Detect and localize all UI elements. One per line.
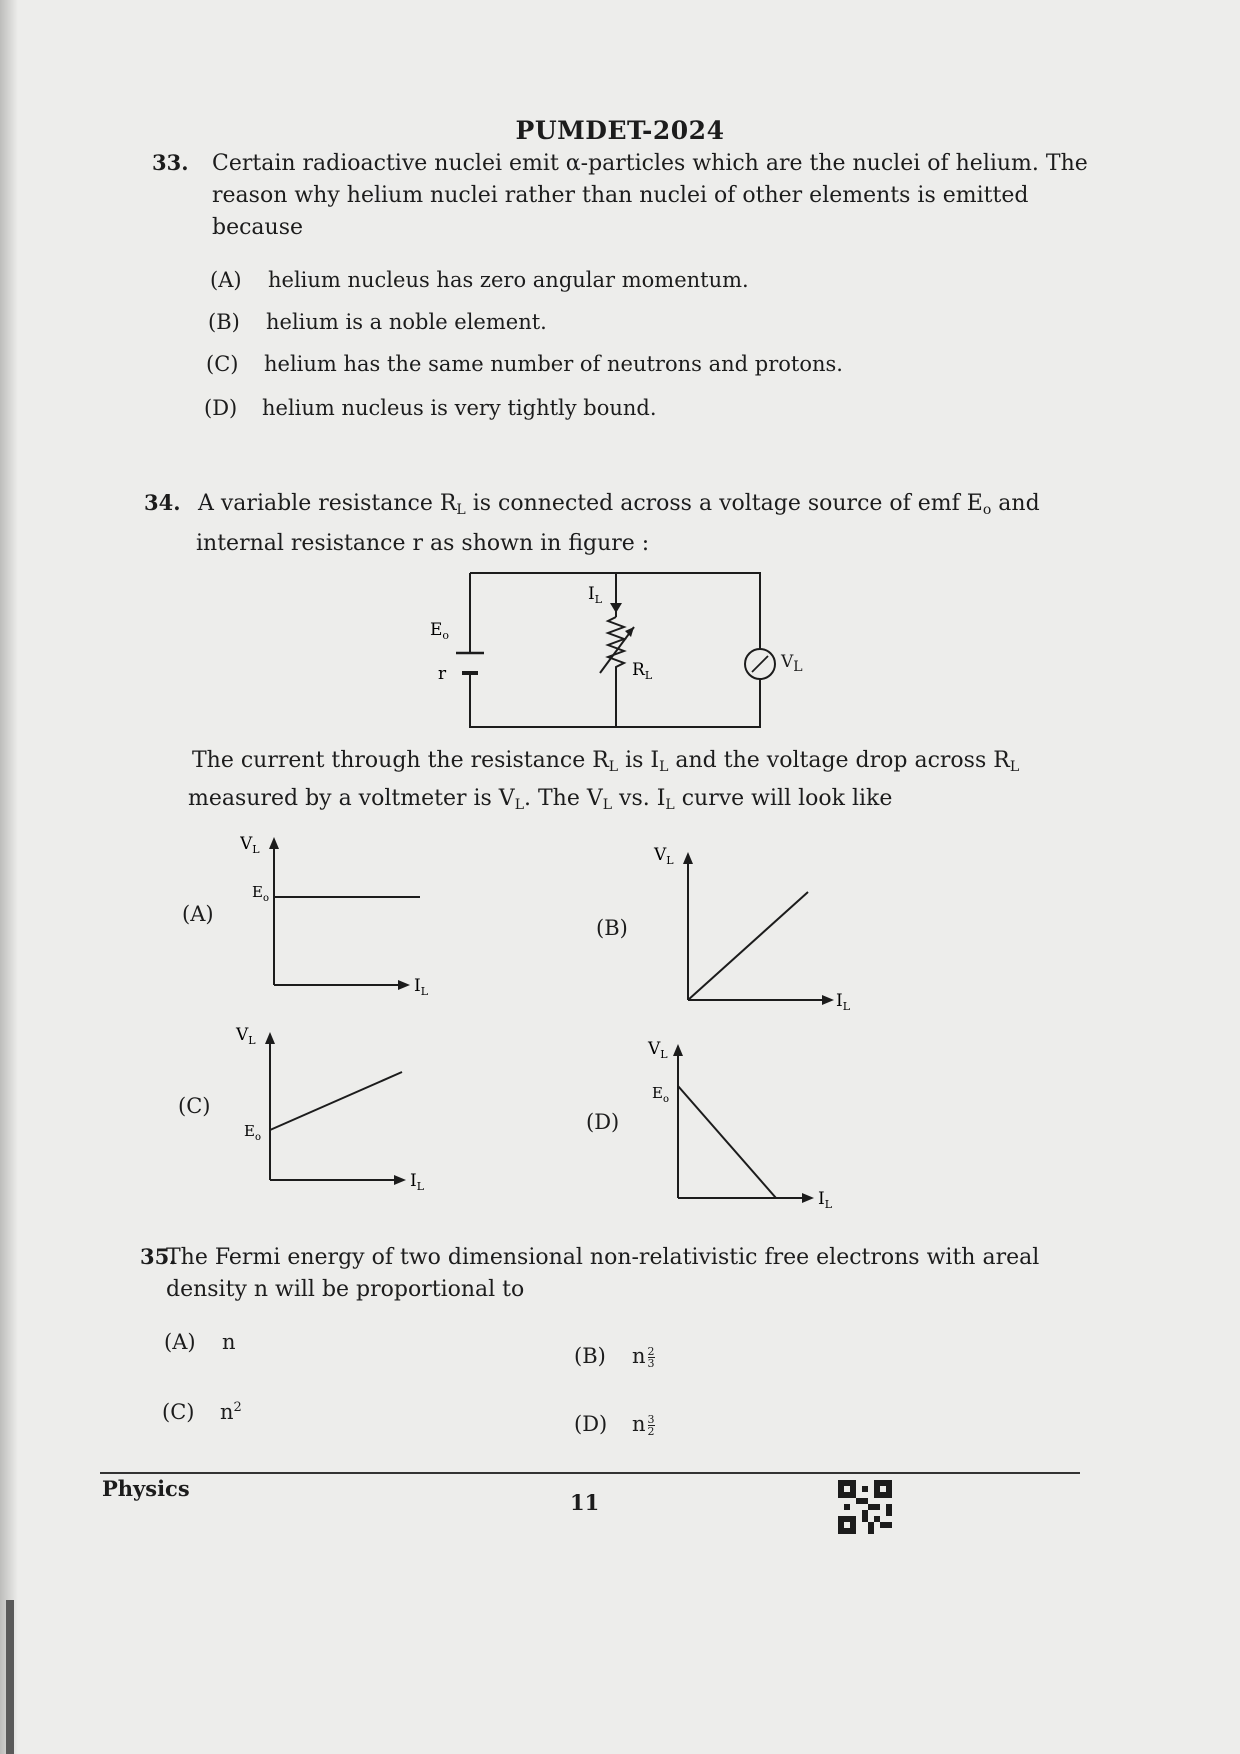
q35-option-a xyxy=(164,1330,236,1354)
option-label: (D) xyxy=(204,396,238,420)
graph-b-curve xyxy=(688,892,808,1000)
option-base: n xyxy=(632,1344,646,1368)
q33-option-d xyxy=(204,396,657,420)
graph-c xyxy=(234,1018,444,1198)
exp-denominator: 2 xyxy=(647,1425,655,1438)
question-34-text2-line2 xyxy=(188,783,1118,821)
y-arrowhead xyxy=(269,837,279,849)
option-text: helium has the same number of neutrons and protons. xyxy=(264,352,843,376)
y-axis-label: $V_L$ xyxy=(240,834,260,856)
subscript: L xyxy=(456,502,466,518)
option-base: n xyxy=(220,1400,234,1424)
option-label: (D) xyxy=(574,1412,608,1436)
footer-subject: Physics xyxy=(102,1476,190,1501)
meter-letter: V xyxy=(781,652,794,672)
option-label: (B) xyxy=(574,1344,606,1368)
fraction-exponent xyxy=(648,1346,655,1369)
q35-option-d xyxy=(574,1412,655,1437)
footer-rule xyxy=(100,1472,1080,1474)
q35-option-c xyxy=(162,1400,242,1424)
q33-option-c xyxy=(206,352,843,376)
option-label: (C) xyxy=(206,352,239,376)
option-base: n xyxy=(632,1412,646,1436)
q33-option-a xyxy=(210,268,749,292)
option-label: (C) xyxy=(162,1400,195,1424)
text-part: A variable resistance R xyxy=(198,491,457,516)
q35-option-b xyxy=(574,1344,655,1369)
graph-b-label: (B) xyxy=(596,916,628,940)
intercept-label: $E_o$ xyxy=(252,883,269,904)
text-part: is I xyxy=(618,748,660,773)
text-part: curve will look like xyxy=(674,786,893,811)
exp-numerator: 3 xyxy=(647,1413,655,1426)
exp-numerator: 2 xyxy=(647,1345,655,1358)
question-33-text: Certain radioactive nuclei emit α-particles which are the nuclei of helium. The reason why helium nuclei rather than nuclei of other elements is emitted because xyxy=(212,151,1088,240)
text-part: vs. I xyxy=(612,786,666,811)
subscript: L xyxy=(602,797,613,813)
option-text: helium is a noble element. xyxy=(266,310,547,334)
question-35-number: 35. xyxy=(140,1244,177,1269)
option-label: (B) xyxy=(208,310,240,334)
option-label: (A) xyxy=(164,1330,196,1354)
resistor-label: $R_L$ xyxy=(632,660,653,682)
option-text: helium nucleus has zero angular momentum. xyxy=(268,268,749,292)
page-edge-shadow xyxy=(0,0,18,1754)
question-35-body: The Fermi energy of two dimensional non-relativistic free electrons with areal density n will be proportional to xyxy=(166,1245,1040,1302)
binding-edge xyxy=(6,1600,14,1754)
graph-c-curve xyxy=(270,1072,402,1130)
intercept-label: $E_o$ xyxy=(244,1122,261,1143)
q33-option-b xyxy=(208,310,547,334)
subscript: o xyxy=(982,502,992,518)
variable-resistor-arrowhead xyxy=(625,627,634,637)
qr-code-icon xyxy=(838,1480,892,1534)
current-arrow xyxy=(610,603,622,613)
fraction-exponent xyxy=(648,1414,655,1437)
subscript: L xyxy=(659,759,669,775)
option-label: (A) xyxy=(210,268,242,292)
graph-b xyxy=(650,840,870,1020)
x-arrowhead xyxy=(394,1175,406,1185)
question-34-text2-line1 xyxy=(192,745,1122,783)
subscript: L xyxy=(608,759,619,775)
text-part: and the voltage drop across R xyxy=(668,748,1010,773)
subscript: L xyxy=(514,797,524,813)
y-arrowhead xyxy=(683,852,693,864)
graph-a-label: (A) xyxy=(182,902,214,926)
subscript: L xyxy=(665,797,675,813)
graph-c-label: (C) xyxy=(178,1094,211,1118)
x-axis-label: $I_L$ xyxy=(818,1189,833,1211)
circuit-diagram xyxy=(420,565,780,735)
y-arrowhead xyxy=(673,1044,683,1056)
x-arrowhead xyxy=(398,980,410,990)
text-part: measured by a voltmeter is V xyxy=(188,786,515,811)
question-35-text xyxy=(166,1242,1096,1306)
intercept-label: $E_o$ xyxy=(652,1084,669,1105)
y-arrowhead xyxy=(265,1032,275,1044)
text-part: and xyxy=(991,491,1040,516)
y-axis-label: $V_L$ xyxy=(648,1039,668,1061)
y-axis-label: $V_L$ xyxy=(236,1025,256,1047)
graph-d-label: (D) xyxy=(586,1110,620,1134)
footer-page-number: 11 xyxy=(570,1490,600,1515)
internal-resistance-label: r xyxy=(438,664,447,684)
subscript: L xyxy=(1009,759,1020,775)
text-part: is connected across a voltage source of emf E xyxy=(465,491,983,516)
emf-label: $E_o$ xyxy=(430,620,450,642)
x-axis-label: $I_L$ xyxy=(414,976,429,998)
subscript: L xyxy=(793,659,803,675)
question-34-number: 34. xyxy=(144,490,181,515)
graph-d-curve xyxy=(678,1086,776,1198)
exam-header: PUMDET-2024 xyxy=(515,116,725,145)
exponent: 2 xyxy=(233,1400,242,1415)
graph-d xyxy=(640,1030,860,1220)
option-base: n xyxy=(222,1330,236,1354)
x-axis-label: $I_L$ xyxy=(836,991,851,1013)
x-arrowhead xyxy=(822,995,834,1005)
exp-denominator: 3 xyxy=(647,1357,655,1370)
x-arrowhead xyxy=(802,1193,814,1203)
y-axis-label: $V_L$ xyxy=(654,845,674,867)
x-axis-label: $I_L$ xyxy=(410,1171,425,1193)
text-part: . The V xyxy=(524,786,603,811)
voltmeter-label-text xyxy=(781,652,803,675)
option-text: helium nucleus is very tightly bound. xyxy=(262,396,657,420)
text-part: The current through the resistance R xyxy=(192,748,609,773)
question-34-text-line2: internal resistance r as shown in figure : xyxy=(196,531,650,556)
question-33-number: 33. xyxy=(152,150,189,175)
graph-a xyxy=(240,825,450,1005)
current-label: $I_L$ xyxy=(588,584,603,606)
question-34-text-line1 xyxy=(198,488,1118,526)
